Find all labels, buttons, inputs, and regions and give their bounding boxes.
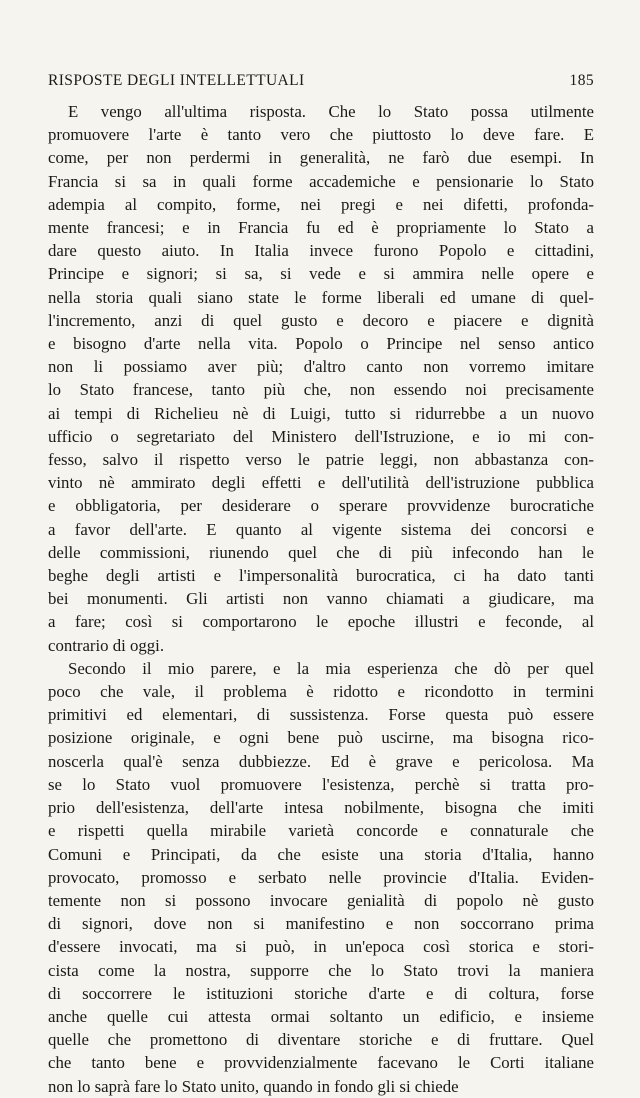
text-line: e rispetti quella mirabile varietà concorde e connaturale che — [48, 821, 594, 841]
text-line: adempia al compito, forme, nei pregi e nei difetti, profonda- — [48, 194, 594, 214]
text-line: ai tempi di Richelieu nè di Luigi, tutto si ridurrebbe a un nuovo — [48, 403, 594, 423]
text-line: promuovere l'arte è tanto vero che piuttosto lo deve fare. E — [48, 125, 594, 145]
text-line: che tanto bene e provvidenzialmente facevano le Corti italiane — [48, 1053, 594, 1073]
text-line: ufficio o segretariato del Ministero dell'Istruzione, e io mi con- — [48, 426, 594, 446]
text-line: l'incremento, anzi di quel gusto e decoro e piacere e dignità — [48, 310, 594, 330]
page-number: 185 — [569, 72, 594, 89]
text-line: fesso, salvo il rispetto verso le patrie leggi, non abbastanza con- — [48, 450, 594, 470]
text-line: non lo saprà fare lo Stato unito, quando in fondo gli si chiede — [48, 1076, 459, 1096]
running-head — [48, 72, 594, 90]
text-line: prio dell'esistenza, dell'arte intesa nobilmente, bisogna che imiti — [48, 798, 594, 818]
running-head-title: RISPOSTE DEGLI INTELLETTUALI — [48, 72, 305, 89]
text-line: come, per non perdermi in generalità, ne farò due esempi. In — [48, 148, 594, 168]
text-line: Secondo il mio parere, e la mia esperienza che dò per quel — [68, 658, 594, 678]
text-line: di soccorrere le istituzioni storiche d'arte e di coltura, forse — [48, 983, 594, 1003]
body-text — [48, 100, 594, 1098]
text-line: Francia si sa in quali forme accademiche e pensionarie lo Stato — [48, 171, 594, 191]
text-line: cista come la nostra, supporre che lo Stato trovi la maniera — [48, 960, 594, 980]
text-line: mente francesi; e in Francia fu ed è propriamente lo Stato a — [48, 218, 594, 238]
text-line: bei monumenti. Gli artisti non vanno chiamati a giudicare, ma — [48, 589, 594, 609]
text-line: quelle che promettono di diventare storiche e di fruttare. Quel — [48, 1030, 594, 1050]
text-line: e obbligatoria, per desiderare o sperare provvidenze burocratiche — [48, 496, 594, 516]
text-line: E vengo all'ultima risposta. Che lo Stato possa utilmente — [68, 102, 594, 121]
text-line: a fare; così si comportarono le epoche illustri e feconde, al — [48, 612, 594, 632]
text-line: temente non si possono invocare genialità di popolo nè gusto — [48, 890, 594, 910]
text-line: delle commissioni, riunendo quel che di più infecondo han le — [48, 542, 594, 562]
text-line: di signori, dove non si manifestino e non soccorrano prima — [48, 914, 594, 934]
text-line: beghe degli artisti e l'impersonalità burocratica, ci ha dato tanti — [48, 566, 594, 586]
text-line: provocato, promosso e serbato nelle provincie d'Italia. Eviden- — [48, 867, 594, 887]
text-line: nella storia quali siano state le forme liberali ed umane di quel- — [48, 287, 594, 307]
text-line: se lo Stato vuol promuovere l'esistenza, perchè si tratta pro- — [48, 774, 594, 794]
text-line: anche quelle cui attesta ormai soltanto un edificio, e insieme — [48, 1006, 594, 1026]
text-line: d'essere invocati, ma si può, in un'epoca così storica e stori- — [48, 937, 594, 957]
text-line: posizione originale, e ogni bene può uscirne, ma bisogna rico- — [48, 728, 594, 748]
text-line: contrario di oggi. — [48, 635, 165, 655]
text-line: lo Stato francese, tanto più che, non essendo noi precisamente — [48, 380, 594, 400]
text-line: noscerla qual'è senza dubbiezze. Ed è grave e pericolosa. Ma — [48, 751, 594, 771]
text-line: primitivi ed elementari, di sussistenza. Forse questa può essere — [48, 705, 594, 725]
text-line: dare questo aiuto. In Italia invece furono Popolo e cittadini, — [48, 241, 594, 261]
text-line: poco che vale, il problema è ridotto e ricondotto in termini — [48, 682, 594, 702]
text-line: Comuni e Principati, da che esiste una storia d'Italia, hanno — [48, 844, 594, 864]
text-line: e bisogno d'arte nella vita. Popolo o Principe nel senso antico — [48, 334, 594, 354]
text-line: a favor dell'arte. E quanto al vigente sistema dei concorsi e — [48, 519, 594, 539]
text-line: non li possiamo aver più; d'altro canto non vorremo imitare — [48, 357, 594, 377]
text-line: vinto nè ammirato degli effetti e dell'utilità dell'istruzione pubblica — [48, 473, 594, 493]
text-line: Principe e signori; si sa, si vede e si ammira nelle opere e — [48, 264, 594, 284]
